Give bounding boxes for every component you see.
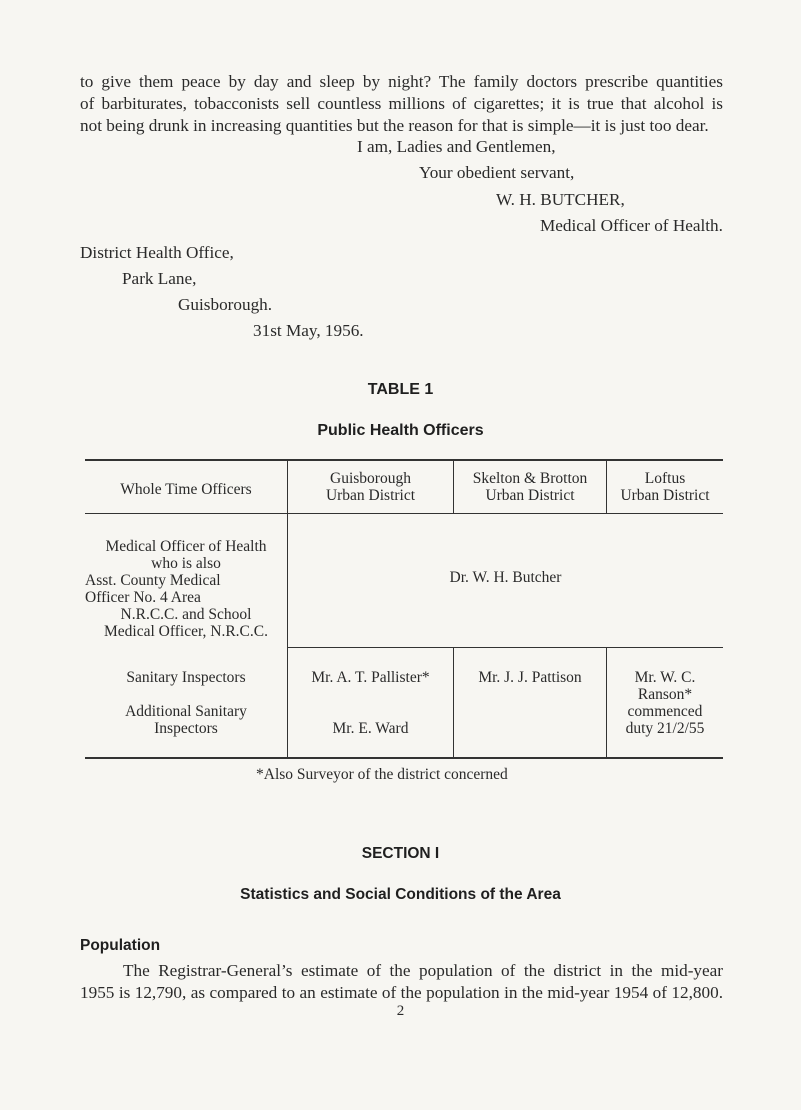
inspector-rule [287, 647, 723, 648]
address-office: District Health Office, [80, 243, 234, 262]
additional-role-line: Inspectors [154, 720, 218, 737]
table-top-rule [85, 459, 723, 461]
header-whole-time-officers: Whole Time Officers [120, 481, 252, 498]
moh-role-line: N.R.C.C. and School [120, 606, 252, 623]
valediction: Your obedient servant, [419, 163, 575, 182]
table-caption: Public Health Officers [317, 422, 484, 439]
address-street: Park Lane, [122, 269, 197, 288]
intro-paragraph [80, 71, 723, 137]
intro-line: not being drunk in increasing quantities but the reason for that is simple—it is just too dear. [80, 116, 709, 135]
population-paragraph [80, 960, 723, 1004]
table-bottom-rule [85, 757, 723, 759]
table-footnote: *Also Surveyor of the district concerned [256, 766, 508, 783]
page-number: 2 [396, 1003, 405, 1019]
population-heading: Population [80, 937, 161, 954]
moh-role [85, 538, 287, 640]
salutation: I am, Ladies and Gentlemen, [357, 137, 556, 156]
moh-role-line: who is also [151, 555, 221, 572]
column-divider [453, 647, 454, 757]
address-town: Guisborough. [178, 295, 273, 314]
table-label: TABLE 1 [367, 381, 434, 398]
header-rule [85, 513, 723, 514]
section-label: SECTION I [361, 845, 440, 862]
section-title: Statistics and Social Conditions of the Area [240, 886, 561, 903]
moh-role-line: Officer No. 4 Area [85, 589, 201, 606]
guisborough-additional-inspector: Mr. E. Ward [332, 720, 409, 737]
signatory-name: W. H. BUTCHER, [496, 190, 625, 209]
guisborough-sanitary-inspector: Mr. A. T. Pallister* [311, 669, 430, 686]
signatory-title: Medical Officer of Health. [540, 216, 723, 235]
letter-date: 31st May, 1956. [253, 321, 364, 340]
intro-line: of barbiturates, tobacconists sell countless millions of cigarettes; it is true that alcohol is [80, 94, 723, 113]
population-line: The Registrar-General’s estimate of the population of the district in the mid-year [123, 961, 723, 980]
additional-role-line: Additional Sanitary [125, 703, 247, 720]
moh-role-line: Medical Officer of Health [105, 538, 267, 555]
skelton-sanitary-inspector: Mr. J. J. Pattison [478, 669, 582, 686]
moh-role-line: Medical Officer, N.R.C.C. [104, 623, 268, 640]
column-divider [287, 460, 288, 757]
moh-role-line: Asst. County Medical [85, 572, 221, 589]
header-skelton-brotton: Skelton & Brotton Urban District [472, 470, 588, 504]
header-guisborough: Guisborough Urban District [325, 470, 416, 504]
population-line: 1955 is 12,790, as compared to an estimate of the population in the mid-year 1954 of 12,800. [80, 983, 723, 1002]
loftus-line: commenced [627, 703, 703, 720]
header-loftus: Loftus Urban District [620, 470, 710, 504]
loftus-line: Ranson* [637, 686, 693, 703]
intro-line: to give them peace by day and sleep by night? The family doctors prescribe quantities [80, 72, 723, 91]
loftus-sanitary-inspector [607, 669, 723, 737]
moh-officer: Dr. W. H. Butcher [449, 569, 562, 586]
loftus-line: Mr. W. C. [634, 669, 696, 686]
additional-inspectors-role [85, 703, 287, 737]
loftus-line: duty 21/2/55 [625, 720, 705, 737]
sanitary-inspectors-role: Sanitary Inspectors [126, 669, 246, 686]
